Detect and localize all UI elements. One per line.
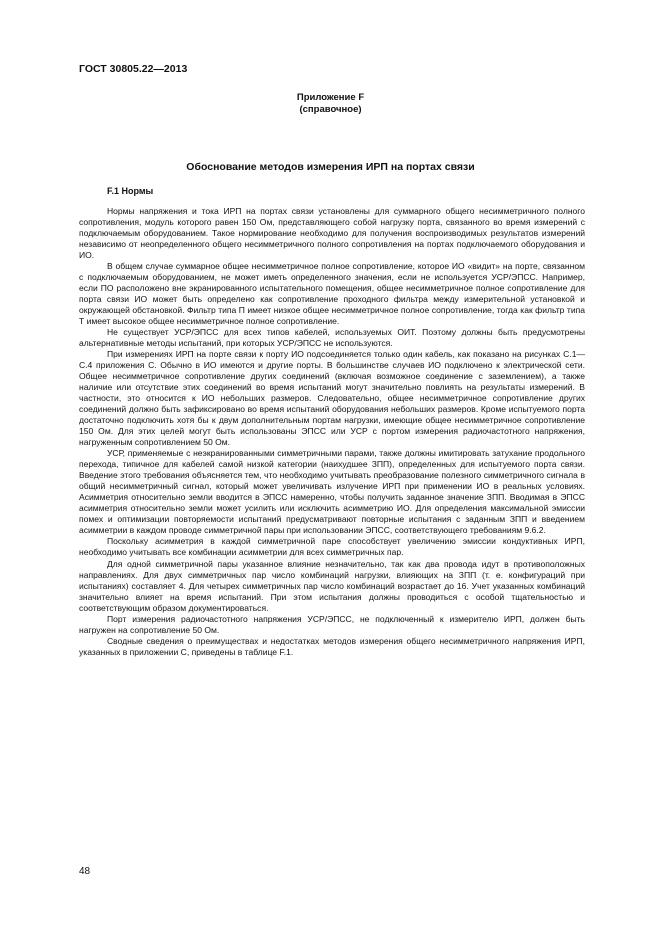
paragraph: Порт измерения радиочастотного напряжения УСР/ЭПСС, не подключенный к измерителю ИРП, должен быть нагружен на сопротивление 50 Ом.: [79, 613, 585, 635]
paragraph: В общем случае суммарное общее несимметричное полное сопротивление, которое ИО «видит» на порте, связанном с подключаемым оборудованием, не может иметь определенного значения, если не используется УСР/ЭПСС. Например, если ПО расположено вне экранированного испытательного помещения, общее несимметричное полное сопротивление для порта связи ИО может быть определено как сопротивление проходного фильтра между измерительной установкой и окружающей обстановкой. Фильтр типа П имеет низкое общее несимметричное полное сопротивление, тогда как фильтр типа Т имеет высокое общее несимметричное полное сопротивление.: [79, 261, 585, 327]
paragraph: Нормы напряжения и тока ИРП на портах связи установлены для суммарного общего несимметричного полного сопротивления, модуль которого равен 150 Ом, представляющего собой нагрузку порта, связанного во время измерений с подключаемым оборудованием. Такое нормирование необходимо для получения воспроизводимых результатов измерений независимо от неопределенного общего несимметричного полного сопротивления на портах подключаемого оборудования и ИО.: [79, 206, 585, 261]
paragraph: УСР, применяемые с неэкранированными симметричными парами, также должны имитировать затухание продольного перехода, типичное для кабелей самой низкой категории (наихудшее ЗПП), определенных для испытуемого порта связи. Введение этого требования объясняется тем, что необходимо учитывать преобразование полезного симметричного сигнала в общий несимметричный сигнал, который может увеличивать излучение ИРП при применении ИО в реальных условиях. Асимметрия относительно земли вводится в ЭПСС намеренно, чтобы получить заданное значение ЗПП. Вводимая в ЭПСС асимметрия относительно земли может усилить или исключить асимметрию ИО. Для определения максимальной эмиссии помех и оптимизации повторяемости испытаний предусматривают повторные испытания с заданным ЗПП и введением асимметрии в каждом проводе симметричной пары при использовании ЭПСС, соответствующего требованиям 9.6.2.: [79, 448, 585, 536]
document-title: Обоснование методов измерения ИРП на портах связи: [186, 161, 475, 173]
standard-header: ГОСТ 30805.22—2013: [79, 63, 188, 75]
annex-title: Приложение F: [296, 92, 365, 103]
annex-note: (справочное): [299, 104, 362, 115]
paragraph: Для одной симметричной пары указанное влияние незначительно, так как два провода идут в противоположных направлениях. Для двух симметричных пар число комбинаций нагрузки, влияющих на ЗПП (т. е. конфигураций при испытаниях) составляет 4. Для четырех симметричных пар число комбинаций возрастает до 16. Учет указанных комбинаций значительно влияет на время испытаний. При этом испытания должны проводиться с особой тщательностью и соответствующим образом документироваться.: [79, 558, 585, 613]
paragraph: При измерениях ИРП на порте связи к порту ИО подсоединяется только один кабель, как показано на рисунках С.1—С.4 приложения С. Обычно в ИО имеются и другие порты. В большинстве случаев ИО подключено к электрической сети. Общее несимметричное сопротивление других соединений (включая возможное соединение с заземлением), а также наличие или отсутствие этих соединений во время испытаний могут значительно повлиять на результаты измерений. В частности, это относится к ИО небольших размеров. Следовательно, общее несимметричное сопротивление других соединений должно быть зафиксировано во время испытаний оборудования небольших размеров. Кроме испытуемого порта достаточно подключить хотя бы к двум дополнительным портам нагрузки, имеющие общее несимметричное сопротивление 150 Ом. Для этих целей могут быть использованы ЭПСС или УСР с портом измерения радиочастотного напряжения, нагруженным сопротивлением 50 Ом.: [79, 349, 585, 448]
paragraph: Сводные сведения о преимуществах и недостатках методов измерения общего несимметричного напряжения ИРП, указанных в приложении С, приведены в таблице F.1.: [79, 635, 585, 657]
section-heading: F.1 Нормы: [107, 186, 154, 196]
page-number: 48: [79, 866, 91, 877]
body-text: [79, 206, 585, 658]
paragraph: Не существует УСР/ЭПСС для всех типов кабелей, используемых ОИТ. Поэтому должны быть предусмотрены альтернативные методы испытаний, при которых УСР/ЭПСС не используются.: [79, 327, 585, 349]
paragraph: Поскольку асимметрия в каждой симметричной паре способствует увеличению эмиссии кондуктивных ИРП, необходимо учитывать все комбинации асимметрии для всех симметричных пар.: [79, 536, 585, 558]
